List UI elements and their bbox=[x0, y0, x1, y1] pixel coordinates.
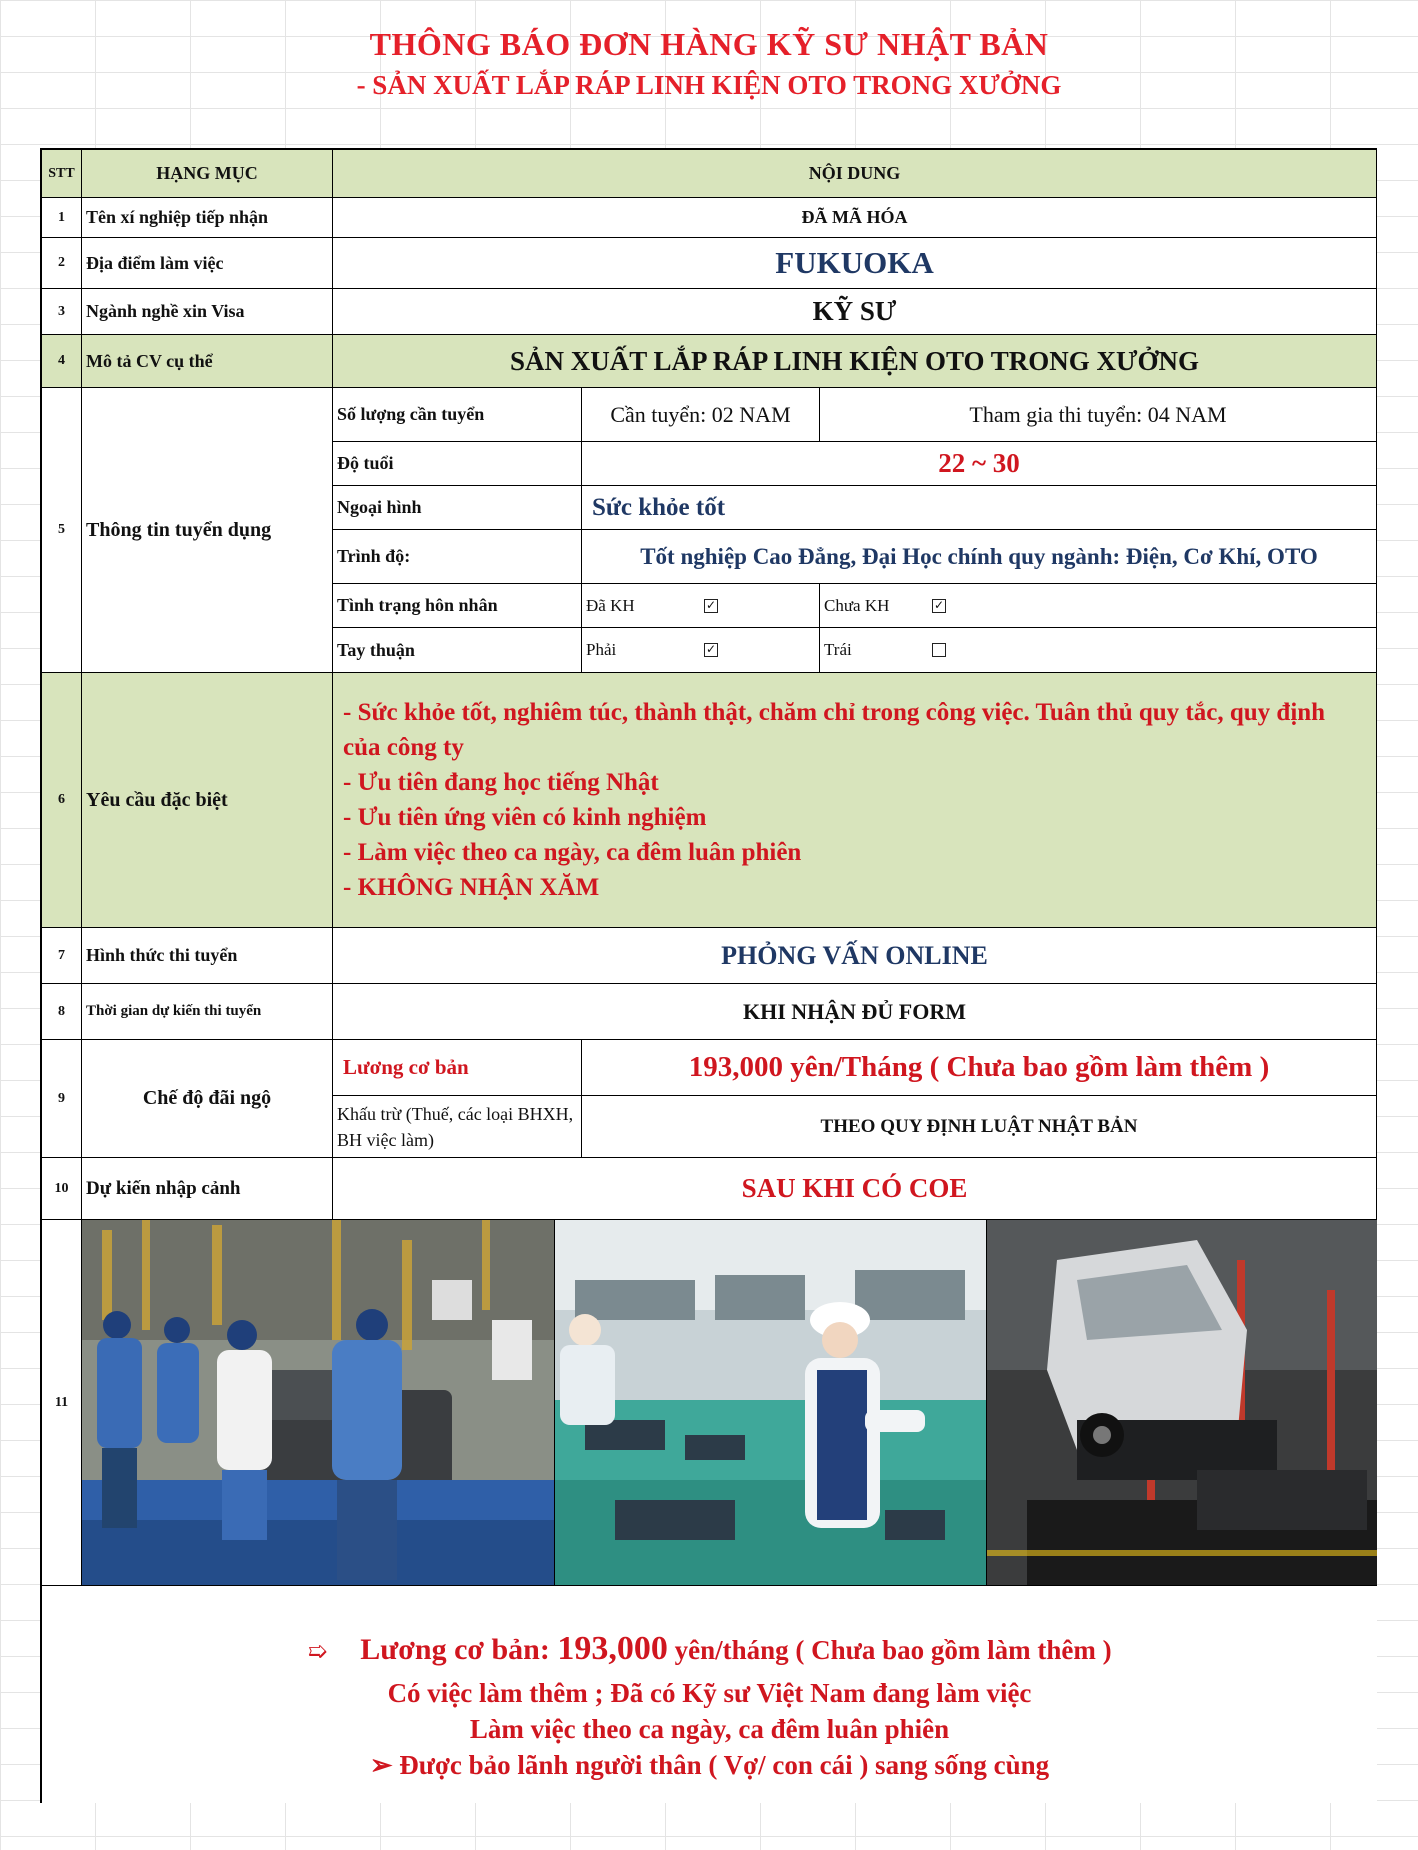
quantity-candidates: Tham gia thi tuyển: 04 NAM bbox=[820, 388, 1377, 442]
single-label: Chưa KH bbox=[824, 595, 890, 615]
right-hand-checkbox[interactable]: ✓ bbox=[705, 642, 717, 656]
row-4-label: Mô tả CV cụ thể bbox=[82, 335, 333, 388]
married-label: Đã KH bbox=[586, 595, 635, 615]
single-checkbox[interactable]: ✓ bbox=[933, 597, 945, 612]
title-line-2: - SẢN XUẤT LẮP RÁP LINH KIỆN OTO TRONG XƯỞNG bbox=[356, 70, 1062, 100]
single-option[interactable] bbox=[820, 584, 1377, 628]
factory-photos bbox=[82, 1220, 1377, 1586]
title-line-1: THÔNG BÁO ĐƠN HÀNG KỸ SƯ NHẬT BẢN bbox=[369, 26, 1049, 62]
header-noi-dung: NỘI DUNG bbox=[333, 150, 1377, 198]
job-table bbox=[40, 148, 1377, 1803]
summary-salary-line bbox=[42, 1630, 1377, 1668]
row-6-label: Yêu cầu đặc biệt bbox=[82, 673, 333, 928]
job-description-value: SẢN XUẤT LẮP RÁP LINH KIỆN OTO TRONG XƯỞNG bbox=[333, 335, 1377, 388]
row-10-label: Dự kiến nhập cảnh bbox=[82, 1158, 333, 1220]
requirement-item: - KHÔNG NHẬN XĂM bbox=[343, 874, 600, 901]
row-2-number: 2 bbox=[42, 238, 82, 289]
interview-time-value: KHI NHẬN ĐỦ FORM bbox=[333, 984, 1377, 1040]
interview-format-value: PHỎNG VẤN ONLINE bbox=[333, 928, 1377, 984]
row-7-number: 7 bbox=[42, 928, 82, 984]
married-checkbox[interactable]: ✓ bbox=[705, 597, 717, 612]
summary-overtime-line: Có việc làm thêm ; Đã có Kỹ sư Việt Nam đang làm việc bbox=[387, 1678, 1032, 1708]
education-value: Tốt nghiệp Cao Đẳng, Đại Học chính quy ngành: Điện, Cơ Khí, OTO bbox=[582, 530, 1377, 584]
deductions-value: THEO QUY ĐỊNH LUẬT NHẬT BẢN bbox=[582, 1096, 1377, 1158]
row-11-number: 11 bbox=[42, 1220, 82, 1586]
appearance-label: Ngoại hình bbox=[333, 486, 582, 530]
header-hang-muc: HẠNG MỤC bbox=[82, 150, 333, 198]
special-requirements bbox=[333, 673, 1377, 928]
left-hand-option[interactable] bbox=[820, 628, 1377, 673]
marital-status-label: Tình trạng hôn nhân bbox=[333, 584, 582, 628]
row-10-number: 10 bbox=[42, 1158, 82, 1220]
entry-date-value: SAU KHI CÓ COE bbox=[333, 1158, 1377, 1220]
row-4-number: 4 bbox=[42, 335, 82, 388]
requirement-item: - Làm việc theo ca ngày, ca đêm luân phiên bbox=[343, 839, 802, 866]
photo-engine-assembly bbox=[82, 1220, 555, 1586]
deductions-label: Khấu trừ (Thuế, các loại BHXH, BH việc làm) bbox=[333, 1096, 582, 1158]
row-9-label: Chế độ đãi ngộ bbox=[82, 1040, 333, 1158]
row-7-label: Hình thức thi tuyển bbox=[82, 928, 333, 984]
summary-salary-value: 193,000 bbox=[557, 1630, 668, 1667]
education-label: Trình độ: bbox=[333, 530, 582, 584]
summary-family-line: ➢ Được bảo lãnh người thân ( Vợ/ con cái ) sang sống cùng bbox=[369, 1750, 1050, 1780]
summary-shift-line: Làm việc theo ca ngày, ca đêm luân phiên bbox=[469, 1714, 950, 1744]
row-3-number: 3 bbox=[42, 289, 82, 335]
handedness-label: Tay thuận bbox=[333, 628, 582, 673]
row-1-label: Tên xí nghiệp tiếp nhận bbox=[82, 198, 333, 238]
summary-salary-label: Lương cơ bản: bbox=[360, 1633, 558, 1666]
quantity-label: Số lượng cần tuyển bbox=[333, 388, 582, 442]
visa-occupation-value: KỸ SƯ bbox=[333, 289, 1377, 335]
photo-car-assembly bbox=[987, 1220, 1377, 1586]
summary-box bbox=[42, 1586, 1377, 1803]
header-stt: STT bbox=[42, 150, 82, 198]
arrow-icon: ➯ bbox=[307, 1637, 328, 1665]
row-8-number: 8 bbox=[42, 984, 82, 1040]
appearance-value: Sức khỏe tốt bbox=[582, 486, 1377, 530]
base-salary-value: 193,000 yên/Tháng ( Chưa bao gồm làm thêm ) bbox=[582, 1040, 1377, 1096]
summary-salary-unit: yên/tháng ( Chưa bao gồm làm thêm ) bbox=[674, 1635, 1112, 1665]
right-hand-option[interactable] bbox=[582, 628, 820, 673]
married-option[interactable] bbox=[582, 584, 820, 628]
work-location-value: FUKUOKA bbox=[333, 238, 1377, 289]
row-5-label: Thông tin tuyển dụng bbox=[82, 388, 333, 673]
row-5-number: 5 bbox=[42, 388, 82, 673]
row-8-label: Thời gian dự kiến thi tuyển bbox=[82, 984, 333, 1040]
left-hand-checkbox[interactable] bbox=[932, 643, 946, 657]
age-label: Độ tuổi bbox=[333, 442, 582, 486]
row-6-number: 6 bbox=[42, 673, 82, 928]
photo-component-assembly bbox=[555, 1220, 987, 1586]
company-name-value: ĐÃ MÃ HÓA bbox=[333, 198, 1377, 238]
row-9-number: 9 bbox=[42, 1040, 82, 1158]
base-salary-label: Lương cơ bản bbox=[333, 1040, 582, 1096]
row-3-label: Ngành nghề xin Visa bbox=[82, 289, 333, 335]
row-1-number: 1 bbox=[42, 198, 82, 238]
right-hand-label: Phải bbox=[586, 640, 617, 659]
requirement-item: - Ưu tiên ứng viên có kinh nghiệm bbox=[343, 804, 707, 831]
left-hand-label: Trái bbox=[824, 640, 852, 659]
requirement-item: - Sức khỏe tốt, nghiêm túc, thành thật, chăm chỉ trong công việc. Tuân thủ quy tắc, quy định của công ty bbox=[343, 699, 1326, 761]
age-range-value: 22 ~ 30 bbox=[582, 442, 1377, 486]
requirement-item: - Ưu tiên đang học tiếng Nhật bbox=[343, 769, 659, 796]
row-2-label: Địa điểm làm việc bbox=[82, 238, 333, 289]
quantity-needed: Cần tuyển: 02 NAM bbox=[582, 388, 820, 442]
